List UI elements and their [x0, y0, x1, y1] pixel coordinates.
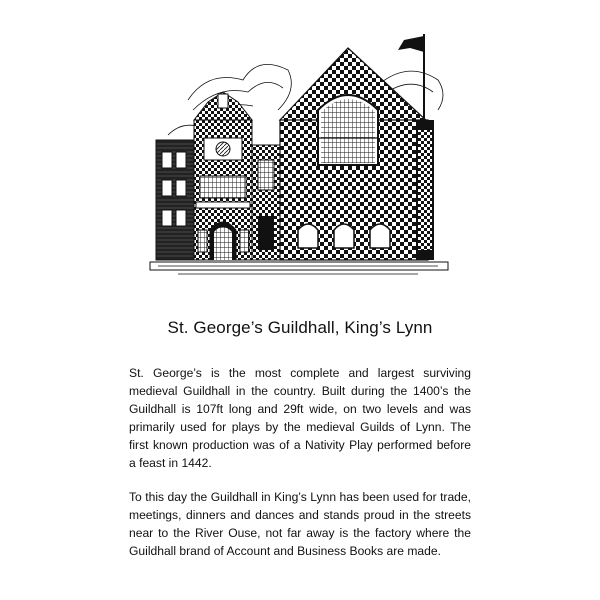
paragraph-1: St. George’s is the most complete and largest surviving medieval Guildhall in the country. Built during the 1400’s the Guildhall is 107ft long and 29ft wide, on two levels and was primarily used for plays by the medieval Guilds of Lynn. The first known production was of a Nativity Play performed before a feast in 1442. — [129, 366, 471, 470]
page-title: St. George’s Guildhall, King’s Lynn — [167, 318, 433, 337]
paragraph-2: To this day the Guildhall in King’s Lynn has been used for trade, meetings, dinners and dances and stands proud in the streets near to the River Ouse, not far away is the factory where the Guildhall brand of Account and Business Books are made. — [129, 490, 471, 558]
guildhall-engraving-icon — [148, 30, 456, 280]
article-body — [129, 364, 471, 576]
